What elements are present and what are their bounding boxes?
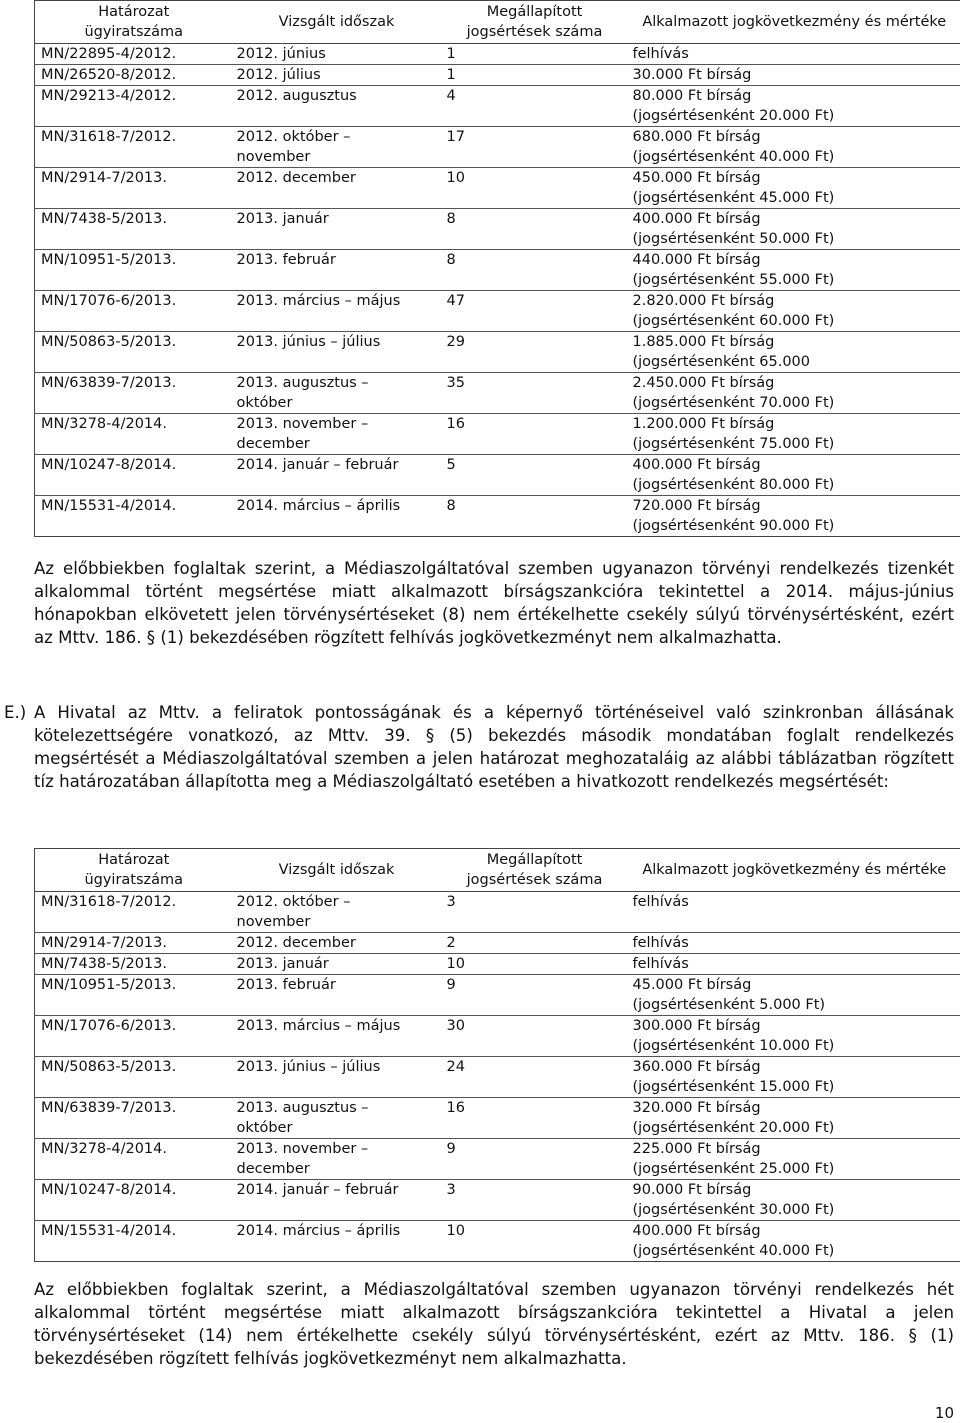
- cell-line: (jogsértésenként 20.000 Ft): [632, 108, 835, 124]
- cell-line: Vizsgált időszak: [278, 14, 395, 30]
- cell-line: (jogsértésenként 70.000 Ft): [632, 395, 835, 411]
- table-row: [35, 414, 960, 455]
- cell-period: [231, 373, 441, 414]
- cell-sanction: [627, 1098, 960, 1139]
- cell-period: [231, 1139, 441, 1180]
- cell-line: MN/15531-4/2014.: [41, 498, 177, 514]
- cell-line: 2012. december: [236, 935, 356, 951]
- cell-line: 2013. február: [236, 977, 336, 993]
- cell-sanction: [627, 975, 960, 1016]
- cell-line: december: [236, 436, 310, 452]
- cell-line: 29: [446, 334, 465, 350]
- cell-violations: [441, 414, 627, 455]
- cell-line: (jogsértésenként 50.000 Ft): [632, 231, 835, 247]
- cell-line: 2012. augusztus: [236, 88, 357, 104]
- cell-line: november: [236, 149, 311, 165]
- cell-line: 47: [446, 293, 465, 309]
- cell-case-number: [35, 86, 231, 127]
- cell-line: 2: [446, 935, 456, 951]
- table-row: [35, 1057, 960, 1098]
- cell-line: 30.000 Ft bírság: [632, 67, 752, 83]
- cell-line: MN/63839-7/2013.: [41, 1100, 177, 1116]
- table-row: [35, 373, 960, 414]
- table-row: [35, 1016, 960, 1057]
- cell-sanction: [627, 1180, 960, 1221]
- cell-case-number: [35, 1098, 231, 1139]
- cell-case-number: [35, 1139, 231, 1180]
- cell-line: MN/10247-8/2014.: [41, 457, 177, 473]
- cell-violations: [441, 65, 627, 86]
- cell-case-number: [35, 373, 231, 414]
- table-row: [35, 1221, 960, 1262]
- cell-sanction: [627, 86, 960, 127]
- cell-sanction: [627, 1139, 960, 1180]
- cell-line: (jogsértésenként 90.000 Ft): [632, 518, 835, 534]
- cell-line: 2.450.000 Ft bírság: [632, 375, 775, 391]
- cell-line: Alkalmazott jogkövetkezmény és mértéke: [642, 862, 947, 878]
- cell-line: 10: [446, 1223, 465, 1239]
- cell-period: [231, 250, 441, 291]
- cell-period: [231, 127, 441, 168]
- cell-sanction: [627, 892, 960, 933]
- section-e-text: A Hivatal az Mttv. a feliratok pontosságának és a képernyő történéseivel való szinkronban állásának kötelezettségére vonatkozó, az Mttv. 39. § (5) bekezdés második mondatában foglalt rendelkezés megsértését a Médiaszolgáltatóval szemben a jelen határozat meghozataláig az alábbi táblázatban rögzített tíz határozatában állapította meg a Médiaszolgáltató esetében a hivatkozott rendelkezés megsértését:: [34, 703, 954, 791]
- paragraph-1: Az előbbiekben foglaltak szerint, a Médiaszolgáltatóval szemben ugyanazon törvényi rendelkezés tizenkét alkalommal történt megsértése miatt alkalmazott bírságszankcióra tekintettel a 2014. május-június hónapokban elkövetett jelen törvénysértéseket (8) nem értékelhette csekély súlyú törvénysértésként, ezért az Mttv. 186. § (1) bekezdésében rögzített felhívás jogkövetkezményt nem alkalmazhatta.: [34, 559, 954, 647]
- cell-line: 1.200.000 Ft bírság: [632, 416, 775, 432]
- cell-violations: [441, 933, 627, 954]
- cell-period: [231, 1016, 441, 1057]
- cell-case-number: [35, 127, 231, 168]
- cell-sanction: [627, 332, 960, 373]
- cell-line: 2013. november –: [236, 1141, 369, 1157]
- cell-line: jogsértések száma: [466, 24, 603, 40]
- cell-violations: [441, 1139, 627, 1180]
- table-row: [35, 892, 960, 933]
- cell-line: MN/15531-4/2014.: [41, 1223, 177, 1239]
- cell-line: MN/3278-4/2014.: [41, 416, 167, 432]
- cell-line: Határozat: [98, 852, 170, 868]
- cell-line: (jogsértésenként 75.000 Ft): [632, 436, 835, 452]
- cell-line: MN/29213-4/2012.: [41, 88, 177, 104]
- cell-case-number: [35, 954, 231, 975]
- header-case-number: [35, 849, 231, 892]
- cell-period: [231, 65, 441, 86]
- cell-line: 5: [446, 457, 456, 473]
- cell-line: (jogsértésenként 15.000 Ft): [632, 1079, 835, 1095]
- cell-line: 2012. június: [236, 46, 326, 62]
- cell-line: 45.000 Ft bírság: [632, 977, 752, 993]
- cell-line: 2013. január: [236, 956, 329, 972]
- cell-period: [231, 168, 441, 209]
- cell-violations: [441, 1057, 627, 1098]
- cell-violations: [441, 44, 627, 65]
- cell-line: MN/10247-8/2014.: [41, 1182, 177, 1198]
- cell-line: (jogsértésenként 10.000 Ft): [632, 1038, 835, 1054]
- table-row: [35, 291, 960, 332]
- cell-line: (jogsértésenként 80.000 Ft): [632, 477, 835, 493]
- cell-period: [231, 496, 441, 537]
- cell-period: [231, 1098, 441, 1139]
- cell-line: 2012. október –: [236, 129, 351, 145]
- table-row: [35, 455, 960, 496]
- sanctions-table-2: [34, 848, 960, 1262]
- cell-case-number: [35, 455, 231, 496]
- cell-sanction: [627, 127, 960, 168]
- cell-line: 9: [446, 1141, 456, 1157]
- cell-sanction: [627, 455, 960, 496]
- cell-case-number: [35, 250, 231, 291]
- table-row: [35, 168, 960, 209]
- cell-line: 440.000 Ft bírság: [632, 252, 761, 268]
- cell-line: (jogsértésenként 40.000 Ft): [632, 149, 835, 165]
- cell-line: MN/50863-5/2013.: [41, 1059, 177, 1075]
- cell-case-number: [35, 65, 231, 86]
- cell-line: 225.000 Ft bírság: [632, 1141, 761, 1157]
- cell-line: MN/31618-7/2012.: [41, 129, 177, 145]
- cell-period: [231, 86, 441, 127]
- table-row: [35, 1098, 960, 1139]
- cell-line: Vizsgált időszak: [278, 862, 395, 878]
- cell-line: 3: [446, 1182, 456, 1198]
- page-number: 10: [934, 1404, 954, 1422]
- cell-line: Alkalmazott jogkövetkezmény és mértéke: [642, 14, 947, 30]
- cell-violations: [441, 127, 627, 168]
- cell-line: október: [236, 1120, 293, 1136]
- cell-line: 2012. december: [236, 170, 356, 186]
- cell-period: [231, 954, 441, 975]
- cell-line: 2014. január – február: [236, 457, 399, 473]
- cell-line: 2013. november –: [236, 416, 369, 432]
- cell-case-number: [35, 209, 231, 250]
- cell-line: MN/63839-7/2013.: [41, 375, 177, 391]
- cell-line: MN/7438-5/2013.: [41, 211, 167, 227]
- cell-line: MN/17076-6/2013.: [41, 1018, 177, 1034]
- table-header-row: [35, 849, 960, 892]
- cell-line: 450.000 Ft bírság: [632, 170, 761, 186]
- cell-line: Megállapított: [486, 852, 583, 868]
- cell-line: felhívás: [632, 894, 689, 910]
- cell-line: Megállapított: [486, 4, 583, 20]
- cell-period: [231, 414, 441, 455]
- cell-violations: [441, 496, 627, 537]
- cell-violations: [441, 332, 627, 373]
- cell-violations: [441, 86, 627, 127]
- cell-line: 320.000 Ft bírság: [632, 1100, 761, 1116]
- cell-period: [231, 1221, 441, 1262]
- cell-line: 24: [446, 1059, 465, 1075]
- header-period: [231, 849, 441, 892]
- cell-case-number: [35, 1221, 231, 1262]
- cell-line: MN/50863-5/2013.: [41, 334, 177, 350]
- cell-case-number: [35, 1057, 231, 1098]
- cell-line: 400.000 Ft bírság: [632, 1223, 761, 1239]
- cell-line: 2014. március – április: [236, 498, 401, 514]
- cell-line: MN/17076-6/2013.: [41, 293, 177, 309]
- header-violations: [441, 849, 627, 892]
- cell-line: 1: [446, 46, 456, 62]
- cell-violations: [441, 892, 627, 933]
- cell-period: [231, 892, 441, 933]
- cell-line: 2014. január – február: [236, 1182, 399, 1198]
- cell-period: [231, 44, 441, 65]
- cell-violations: [441, 1016, 627, 1057]
- cell-line: felhívás: [632, 935, 689, 951]
- cell-line: december: [236, 1161, 310, 1177]
- cell-line: 3: [446, 894, 456, 910]
- cell-line: 10: [446, 956, 465, 972]
- cell-period: [231, 455, 441, 496]
- cell-violations: [441, 291, 627, 332]
- cell-line: (jogsértésenként 55.000 Ft): [632, 272, 835, 288]
- header-sanction: [627, 1, 960, 44]
- cell-sanction: [627, 250, 960, 291]
- cell-line: 16: [446, 1100, 465, 1116]
- cell-sanction: [627, 168, 960, 209]
- sanctions-table-1: [34, 0, 960, 537]
- cell-violations: [441, 455, 627, 496]
- cell-line: 30: [446, 1018, 465, 1034]
- cell-line: 2013. augusztus –: [236, 375, 369, 391]
- cell-line: MN/22895-4/2012.: [41, 46, 177, 62]
- cell-line: MN/2914-7/2013.: [41, 170, 167, 186]
- header-violations: [441, 1, 627, 44]
- cell-sanction: [627, 1016, 960, 1057]
- table-row: [35, 65, 960, 86]
- cell-line: 16: [446, 416, 465, 432]
- cell-case-number: [35, 892, 231, 933]
- paragraph-3: Az előbbiekben foglaltak szerint, a Médiaszolgáltatóval szemben ugyanazon törvényi rendelkezés hét alkalommal történt megsértése miatt alkalmazott bírságszankcióra tekintettel a Hivatal a jelen törvénysértéseket (14) nem értékelhette csekély súlyú törvénysértésként, ezért az Mttv. 186. § (1) bekezdésében rögzített felhívás jogkövetkezményt nem alkalmazhatta.: [34, 1280, 954, 1368]
- cell-line: 35: [446, 375, 465, 391]
- cell-sanction: [627, 291, 960, 332]
- cell-line: 8: [446, 498, 456, 514]
- cell-line: 2013. március – május: [236, 1018, 401, 1034]
- cell-period: [231, 209, 441, 250]
- cell-case-number: [35, 44, 231, 65]
- table-row: [35, 127, 960, 168]
- cell-line: Határozat: [98, 4, 170, 20]
- cell-line: MN/7438-5/2013.: [41, 956, 167, 972]
- table-row: [35, 954, 960, 975]
- cell-line: MN/10951-5/2013.: [41, 977, 177, 993]
- cell-sanction: [627, 1057, 960, 1098]
- header-period: [231, 1, 441, 44]
- cell-line: 400.000 Ft bírság: [632, 211, 761, 227]
- cell-period: [231, 291, 441, 332]
- cell-period: [231, 1057, 441, 1098]
- cell-case-number: [35, 933, 231, 954]
- table-row: [35, 209, 960, 250]
- cell-line: felhívás: [632, 46, 689, 62]
- cell-case-number: [35, 414, 231, 455]
- cell-sanction: [627, 933, 960, 954]
- cell-line: (jogsértésenként 45.000 Ft): [632, 190, 835, 206]
- cell-violations: [441, 1180, 627, 1221]
- cell-line: (jogsértésenként 60.000 Ft): [632, 313, 835, 329]
- cell-line: 90.000 Ft bírság: [632, 1182, 752, 1198]
- cell-line: 300.000 Ft bírság: [632, 1018, 761, 1034]
- table-header-row: [35, 1, 960, 44]
- cell-line: ügyiratszáma: [84, 872, 184, 888]
- cell-line: 10: [446, 170, 465, 186]
- table-row: [35, 975, 960, 1016]
- cell-line: MN/26520-8/2012.: [41, 67, 177, 83]
- cell-line: 2013. február: [236, 252, 336, 268]
- cell-line: 2012. október –: [236, 894, 351, 910]
- cell-case-number: [35, 291, 231, 332]
- cell-period: [231, 975, 441, 1016]
- cell-line: 2013. március – május: [236, 293, 401, 309]
- table-row: [35, 250, 960, 291]
- cell-line: 360.000 Ft bírság: [632, 1059, 761, 1075]
- table-row: [35, 44, 960, 65]
- cell-period: [231, 1180, 441, 1221]
- cell-line: 1.885.000 Ft bírság: [632, 334, 775, 350]
- cell-case-number: [35, 975, 231, 1016]
- cell-line: 1: [446, 67, 456, 83]
- table-row: [35, 933, 960, 954]
- cell-line: (jogsértésenként 25.000 Ft): [632, 1161, 835, 1177]
- cell-sanction: [627, 65, 960, 86]
- cell-sanction: [627, 44, 960, 65]
- cell-line: 8: [446, 252, 456, 268]
- cell-line: (jogsértésenként 30.000 Ft): [632, 1202, 835, 1218]
- cell-line: 80.000 Ft bírság: [632, 88, 752, 104]
- cell-case-number: [35, 1180, 231, 1221]
- cell-line: 2013. június – július: [236, 1059, 381, 1075]
- cell-line: MN/10951-5/2013.: [41, 252, 177, 268]
- cell-sanction: [627, 209, 960, 250]
- table-row: [35, 496, 960, 537]
- cell-violations: [441, 975, 627, 1016]
- cell-sanction: [627, 954, 960, 975]
- cell-violations: [441, 954, 627, 975]
- cell-case-number: [35, 332, 231, 373]
- cell-case-number: [35, 496, 231, 537]
- cell-period: [231, 332, 441, 373]
- cell-line: 400.000 Ft bírság: [632, 457, 761, 473]
- cell-line: felhívás: [632, 956, 689, 972]
- cell-case-number: [35, 168, 231, 209]
- cell-sanction: [627, 414, 960, 455]
- cell-line: MN/31618-7/2012.: [41, 894, 177, 910]
- header-case-number: [35, 1, 231, 44]
- cell-line: 2014. március – április: [236, 1223, 401, 1239]
- cell-line: 2.820.000 Ft bírság: [632, 293, 775, 309]
- cell-line: 680.000 Ft bírság: [632, 129, 761, 145]
- table-row: [35, 86, 960, 127]
- cell-sanction: [627, 1221, 960, 1262]
- section-e-label: E.): [4, 703, 27, 722]
- cell-line: 8: [446, 211, 456, 227]
- cell-violations: [441, 250, 627, 291]
- cell-line: (jogsértésenként 20.000 Ft): [632, 1120, 835, 1136]
- cell-line: (jogsértésenként 65.000: [632, 354, 810, 370]
- cell-violations: [441, 1221, 627, 1262]
- cell-line: november: [236, 914, 311, 930]
- cell-line: 2012. július: [236, 67, 321, 83]
- cell-case-number: [35, 1016, 231, 1057]
- cell-violations: [441, 209, 627, 250]
- cell-sanction: [627, 496, 960, 537]
- header-sanction: [627, 849, 960, 892]
- table-row: [35, 332, 960, 373]
- cell-violations: [441, 168, 627, 209]
- cell-line: 2013. január: [236, 211, 329, 227]
- cell-line: ügyiratszáma: [84, 24, 184, 40]
- cell-line: MN/2914-7/2013.: [41, 935, 167, 951]
- cell-line: 17: [446, 129, 465, 145]
- table-row: [35, 1180, 960, 1221]
- cell-line: 9: [446, 977, 456, 993]
- cell-line: (jogsértésenként 40.000 Ft): [632, 1243, 835, 1259]
- cell-violations: [441, 373, 627, 414]
- cell-violations: [441, 1098, 627, 1139]
- cell-line: 2013. június – július: [236, 334, 381, 350]
- cell-line: MN/3278-4/2014.: [41, 1141, 167, 1157]
- cell-line: 720.000 Ft bírság: [632, 498, 761, 514]
- cell-line: október: [236, 395, 293, 411]
- table-row: [35, 1139, 960, 1180]
- cell-line: jogsértések száma: [466, 872, 603, 888]
- cell-line: 2013. augusztus –: [236, 1100, 369, 1116]
- cell-line: 4: [446, 88, 456, 104]
- cell-period: [231, 933, 441, 954]
- cell-sanction: [627, 373, 960, 414]
- cell-line: (jogsértésenként 5.000 Ft): [632, 997, 826, 1013]
